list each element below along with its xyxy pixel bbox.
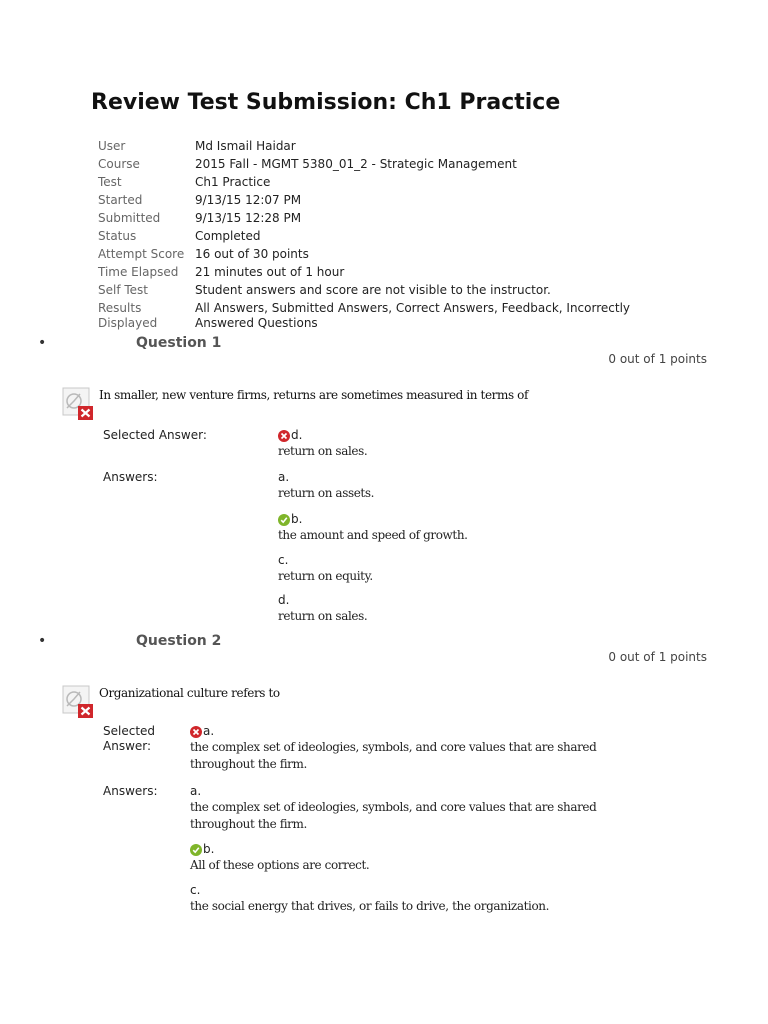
meta-value: Md Ismail Haidar bbox=[195, 139, 296, 153]
question-2-selected-answer bbox=[190, 724, 610, 773]
meta-value: 9/13/15 12:07 PM bbox=[195, 193, 302, 207]
meta-label: Time Elapsed bbox=[98, 265, 179, 279]
meta-label: Self Test bbox=[98, 283, 149, 297]
answer-text: the complex set of ideologies, symbols, and core values that are shared throughout the firm. bbox=[190, 740, 597, 771]
meta-value: Ch1 Practice bbox=[195, 175, 271, 189]
incorrect-icon bbox=[190, 726, 202, 738]
question-2-text: Organizational culture refers to bbox=[99, 686, 280, 700]
question-2-answer-a bbox=[190, 784, 610, 833]
answer-letter: d. bbox=[278, 593, 290, 607]
answer-text: the complex set of ideologies, symbols, and core values that are shared throughout the firm. bbox=[190, 800, 597, 831]
answers-label: Answers: bbox=[103, 784, 158, 798]
meta-label: Attempt Score bbox=[98, 247, 185, 261]
bullet: • bbox=[38, 633, 47, 649]
question-1-answer-a bbox=[278, 470, 698, 502]
meta-value: 16 out of 30 points bbox=[195, 247, 309, 261]
question-1-selected-answer bbox=[278, 428, 698, 460]
meta-label: User bbox=[98, 139, 126, 153]
meta-attempt-score bbox=[98, 247, 658, 262]
meta-label: Results Displayed bbox=[98, 301, 158, 330]
answer-text: return on sales. bbox=[278, 609, 368, 623]
meta-results-displayed bbox=[98, 301, 658, 331]
question-2-points: 0 out of 1 points bbox=[608, 650, 707, 664]
meta-label: Started bbox=[98, 193, 143, 207]
answer-text: the amount and speed of growth. bbox=[278, 528, 468, 542]
meta-started bbox=[98, 193, 658, 208]
meta-value: All Answers, Submitted Answers, Correct Answers, Feedback, Incorrectly Answered Questions bbox=[195, 301, 630, 330]
correct-check-icon bbox=[190, 844, 202, 856]
question-2-answer-b bbox=[190, 842, 610, 874]
meta-time-elapsed bbox=[98, 265, 658, 280]
meta-status bbox=[98, 229, 658, 244]
answer-letter: c. bbox=[278, 553, 289, 567]
meta-value: 21 minutes out of 1 hour bbox=[195, 265, 345, 279]
answer-text: All of these options are correct. bbox=[190, 858, 370, 872]
question-1-answer-d bbox=[278, 593, 698, 625]
meta-label: Test bbox=[98, 175, 122, 189]
answer-text: return on assets. bbox=[278, 486, 375, 500]
answer-text: the social energy that drives, or fails to drive, the organization. bbox=[190, 899, 550, 913]
incorrect-icon bbox=[278, 430, 290, 442]
meta-user bbox=[98, 139, 658, 154]
selected-answer-label: Selected Answer: bbox=[103, 724, 156, 753]
answers-label: Answers: bbox=[103, 470, 158, 484]
meta-course bbox=[98, 157, 658, 172]
answer-letter: a. bbox=[278, 470, 290, 484]
question-1-answer-c bbox=[278, 553, 698, 585]
meta-label: Course bbox=[98, 157, 140, 171]
meta-value: 9/13/15 12:28 PM bbox=[195, 211, 302, 225]
question-1-answer-b bbox=[278, 512, 698, 544]
answer-letter: a. bbox=[190, 784, 202, 798]
question-1-text: In smaller, new venture firms, returns are sometimes measured in terms of bbox=[99, 388, 529, 402]
meta-submitted bbox=[98, 211, 658, 226]
question-1-points: 0 out of 1 points bbox=[608, 352, 707, 366]
meta-value: 2015 Fall - MGMT 5380_01_2 - Strategic Management bbox=[195, 157, 517, 171]
meta-value: Completed bbox=[195, 229, 261, 243]
meta-test bbox=[98, 175, 658, 190]
question-1-title: Question 1 bbox=[136, 335, 222, 351]
incorrect-question-icon bbox=[62, 387, 94, 421]
answer-letter: b. bbox=[291, 512, 303, 526]
question-2-title: Question 2 bbox=[136, 633, 222, 649]
meta-label: Submitted bbox=[98, 211, 161, 225]
answer-text: return on sales. bbox=[278, 444, 368, 458]
page-title: Review Test Submission: Ch1 Practice bbox=[91, 90, 561, 115]
answer-letter: a. bbox=[203, 724, 215, 738]
question-2-answer-c bbox=[190, 883, 610, 915]
answer-letter: b. bbox=[203, 842, 215, 856]
answer-letter: d. bbox=[291, 428, 303, 442]
answer-letter: c. bbox=[190, 883, 201, 897]
meta-value: Student answers and score are not visible to the instructor. bbox=[195, 283, 551, 297]
incorrect-question-icon bbox=[62, 685, 94, 719]
correct-check-icon bbox=[278, 514, 290, 526]
meta-self-test bbox=[98, 283, 658, 298]
selected-answer-label: Selected Answer: bbox=[103, 428, 207, 442]
bullet: • bbox=[38, 335, 47, 351]
answer-text: return on equity. bbox=[278, 569, 373, 583]
meta-label: Status bbox=[98, 229, 137, 243]
submission-details bbox=[98, 139, 658, 334]
